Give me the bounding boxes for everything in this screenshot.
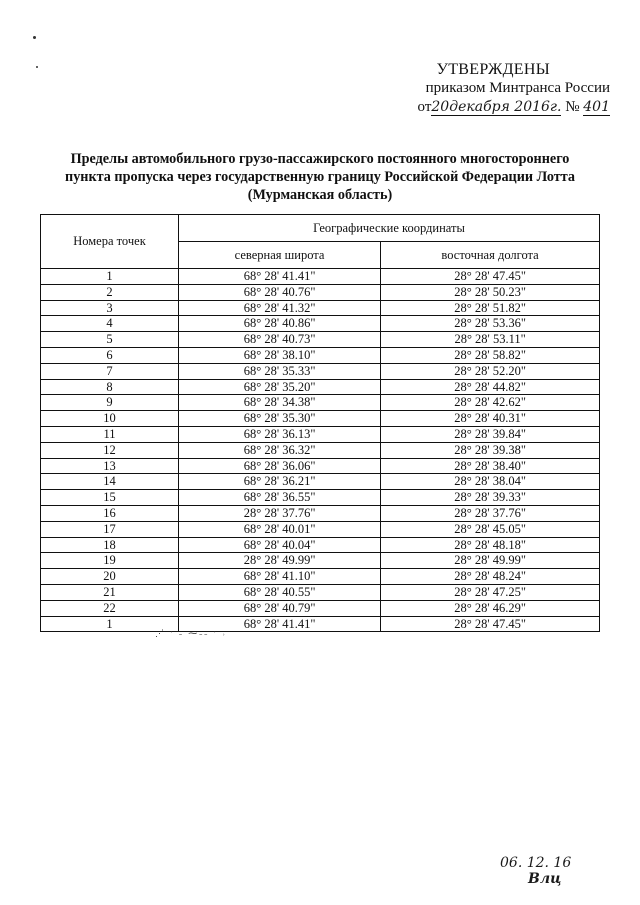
latitude-cell: 68° 28' 40.01": [179, 521, 381, 537]
table-row: [41, 569, 600, 585]
latitude-cell: 68° 28' 40.79": [179, 600, 381, 616]
table-row: [41, 411, 600, 427]
longitude-cell: 28° 28' 40.31": [381, 411, 600, 427]
point-number-cell: 3: [41, 300, 179, 316]
header-geo-coordinates: Географические координаты: [179, 215, 600, 242]
longitude-cell: 28° 28' 52.20": [381, 363, 600, 379]
title-line-2: пункта пропуска через государственную границу Российской Федерации Лотта: [65, 169, 575, 185]
latitude-cell: 68° 28' 36.13": [179, 426, 381, 442]
latitude-cell: 68° 28' 36.55": [179, 490, 381, 506]
table-row: [41, 379, 600, 395]
latitude-cell: 68° 28' 41.41": [179, 269, 381, 285]
table-row: [41, 300, 600, 316]
latitude-cell: 28° 28' 37.76": [179, 505, 381, 521]
latitude-cell: 28° 28' 49.99": [179, 553, 381, 569]
latitude-cell: 68° 28' 40.55": [179, 584, 381, 600]
table-row: [41, 537, 600, 553]
document-title: [40, 150, 600, 204]
longitude-cell: 28° 28' 58.82": [381, 347, 600, 363]
table-row: [41, 347, 600, 363]
approval-order: приказом Минтранса России: [425, 80, 610, 96]
table-row: [41, 316, 600, 332]
latitude-cell: 68° 28' 36.06": [179, 458, 381, 474]
latitude-cell: 68° 28' 36.21": [179, 474, 381, 490]
scan-dot: [36, 66, 38, 68]
latitude-cell: 68° 28' 41.32": [179, 300, 381, 316]
handwritten-footer: [500, 855, 571, 887]
longitude-cell: 28° 28' 47.25": [381, 584, 600, 600]
longitude-cell: 28° 28' 48.18": [381, 537, 600, 553]
longitude-cell: 28° 28' 42.62": [381, 395, 600, 411]
point-number-cell: 9: [41, 395, 179, 411]
table-row: [41, 505, 600, 521]
point-number-cell: 6: [41, 347, 179, 363]
table-row: [41, 458, 600, 474]
longitude-cell: 28° 28' 44.82": [381, 379, 600, 395]
point-number-cell: 22: [41, 600, 179, 616]
point-number-cell: 19: [41, 553, 179, 569]
point-number-cell: 21: [41, 584, 179, 600]
latitude-cell: 68° 28' 35.30": [179, 411, 381, 427]
longitude-cell: 28° 28' 39.38": [381, 442, 600, 458]
longitude-cell: 28° 28' 51.82": [381, 300, 600, 316]
point-number-cell: 10: [41, 411, 179, 427]
longitude-cell: 28° 28' 47.45": [381, 269, 600, 285]
table-row: [41, 284, 600, 300]
longitude-cell: 28° 28' 37.76": [381, 505, 600, 521]
point-number-cell: 17: [41, 521, 179, 537]
point-number-cell: 2: [41, 284, 179, 300]
latitude-cell: 68° 28' 40.76": [179, 284, 381, 300]
footer-date: 06. 12. 16: [500, 855, 572, 871]
point-number-cell: 8: [41, 379, 179, 395]
longitude-cell: 28° 28' 53.36": [381, 316, 600, 332]
latitude-cell: 68° 28' 38.10": [179, 347, 381, 363]
approval-date: 20декабря 2016г.: [431, 99, 562, 115]
footer-signature: Влц: [528, 871, 562, 887]
point-number-cell: 16: [41, 505, 179, 521]
latitude-cell: 68° 28' 40.04": [179, 537, 381, 553]
scan-marks: ⋰ ˑ ˗ ⁓˗˗ ˑ ˒: [155, 628, 228, 638]
longitude-cell: 28° 28' 48.24": [381, 569, 600, 585]
longitude-cell: 28° 28' 38.40": [381, 458, 600, 474]
table-row: [41, 269, 600, 285]
longitude-cell: 28° 28' 38.04": [381, 474, 600, 490]
point-number-cell: 4: [41, 316, 179, 332]
longitude-cell: 28° 28' 46.29": [381, 600, 600, 616]
table-row: [41, 363, 600, 379]
point-number-cell: 7: [41, 363, 179, 379]
longitude-cell: 28° 28' 47.45": [381, 616, 600, 632]
point-number-cell: 18: [41, 537, 179, 553]
point-number-cell: 1: [41, 616, 179, 632]
table-row: [41, 395, 600, 411]
latitude-cell: 68° 28' 36.32": [179, 442, 381, 458]
approved-heading: УТВЕРЖДЕНЫ: [436, 61, 550, 78]
title-line-1: Пределы автомобильного грузо-пассажирского постоянного многостороннего: [70, 151, 570, 167]
number-label: №: [565, 99, 580, 115]
date-prefix: от: [417, 99, 432, 115]
approval-block: [395, 60, 610, 117]
point-number-cell: 5: [41, 332, 179, 348]
point-number-cell: 12: [41, 442, 179, 458]
longitude-cell: 28° 28' 53.11": [381, 332, 600, 348]
approval-number: 401: [583, 99, 610, 115]
longitude-cell: 28° 28' 49.99": [381, 553, 600, 569]
scan-dot: [33, 36, 36, 39]
header-longitude: восточная долгота: [381, 242, 600, 269]
point-number-cell: 15: [41, 490, 179, 506]
longitude-cell: 28° 28' 39.84": [381, 426, 600, 442]
approval-date-line: [395, 98, 610, 117]
title-line-3: (Мурманская область): [247, 187, 393, 203]
point-number-cell: 14: [41, 474, 179, 490]
header-latitude: северная широта: [179, 242, 381, 269]
point-number-cell: 11: [41, 426, 179, 442]
table-row: [41, 616, 600, 632]
latitude-cell: 68° 28' 35.33": [179, 363, 381, 379]
point-number-cell: 13: [41, 458, 179, 474]
latitude-cell: 68° 28' 40.86": [179, 316, 381, 332]
point-number-cell: 1: [41, 269, 179, 285]
table-row: [41, 553, 600, 569]
latitude-cell: 68° 28' 40.73": [179, 332, 381, 348]
table-row: [41, 600, 600, 616]
table-row: [41, 442, 600, 458]
table-row: [41, 426, 600, 442]
latitude-cell: 68° 28' 35.20": [179, 379, 381, 395]
latitude-cell: 68° 28' 41.10": [179, 569, 381, 585]
latitude-cell: 68° 28' 34.38": [179, 395, 381, 411]
table-row: [41, 584, 600, 600]
table-row: [41, 521, 600, 537]
longitude-cell: 28° 28' 39.33": [381, 490, 600, 506]
header-point-number: Номера точек: [41, 215, 179, 269]
table-row: [41, 490, 600, 506]
longitude-cell: 28° 28' 45.05": [381, 521, 600, 537]
coordinates-table: [40, 214, 600, 632]
longitude-cell: 28° 28' 50.23": [381, 284, 600, 300]
point-number-cell: 20: [41, 569, 179, 585]
table-row: [41, 474, 600, 490]
table-row: [41, 332, 600, 348]
latitude-cell: 68° 28' 41.41": [179, 616, 381, 632]
